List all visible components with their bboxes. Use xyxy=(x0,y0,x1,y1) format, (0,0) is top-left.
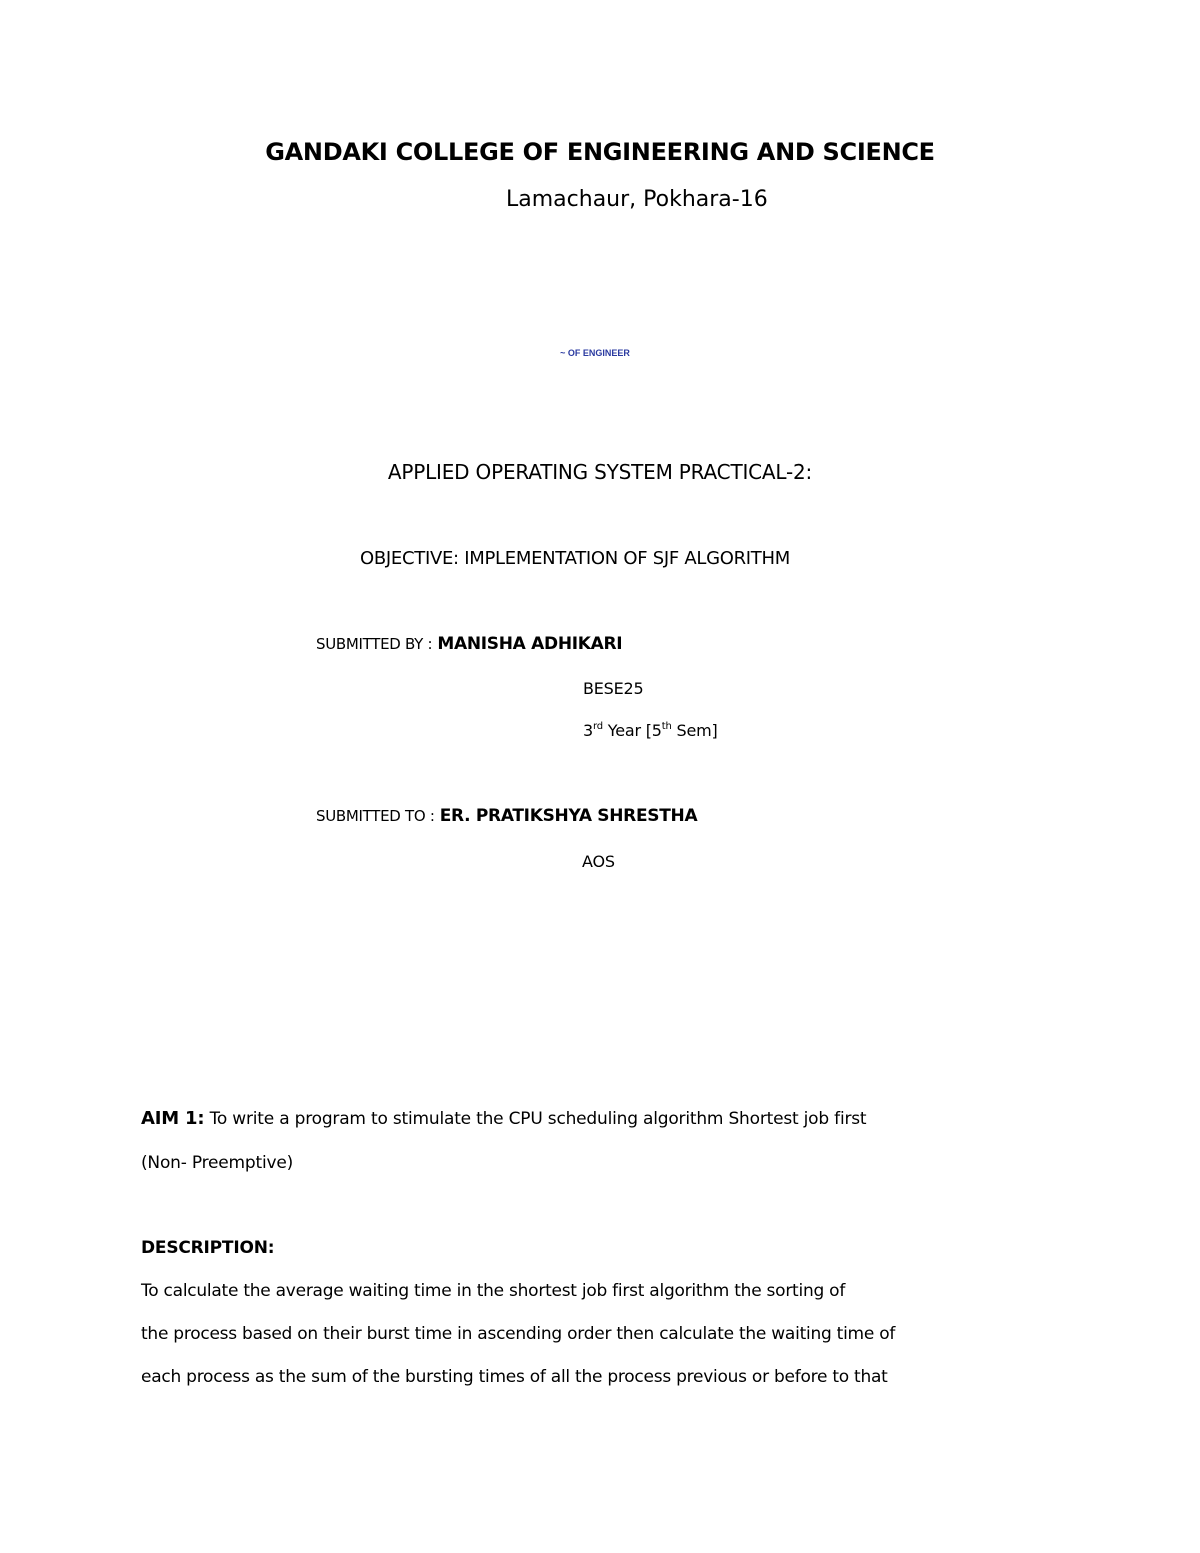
submitted-to-label: SUBMITTED TO : xyxy=(316,807,435,825)
logo-text: ~ OF ENGINEER xyxy=(560,348,630,358)
submitted-by-label: SUBMITTED BY : xyxy=(316,635,433,653)
description-line: each process as the sum of the bursting times of all the process previous or before to that xyxy=(141,1367,888,1387)
student-name: MANISHA ADHIKARI xyxy=(437,634,623,654)
college-logo-fragment xyxy=(545,345,645,359)
sem-text: Sem] xyxy=(671,721,718,740)
subject: AOS xyxy=(582,852,615,871)
objective: OBJECTIVE: IMPLEMENTATION OF SJF ALGORITHM xyxy=(360,548,790,569)
college-address: Lamachaur, Pokhara-16 xyxy=(506,187,768,212)
batch: BESE25 xyxy=(583,679,644,698)
year-semester xyxy=(583,721,718,740)
submitted-to-row xyxy=(316,806,697,826)
year-text: Year [5 xyxy=(602,721,662,740)
submitted-by-row xyxy=(316,634,622,654)
aim-text-continued: (Non- Preemptive) xyxy=(141,1153,294,1173)
practical-title: APPLIED OPERATING SYSTEM PRACTICAL-2: xyxy=(387,460,813,484)
description-line: the process based on their burst time in ascending order then calculate the waiting time of xyxy=(141,1324,896,1344)
description-line: To calculate the average waiting time in the shortest job first algorithm the sorting of xyxy=(141,1281,846,1301)
year-number: 3 xyxy=(583,721,593,740)
aim-line xyxy=(141,1108,866,1129)
aim-text: To write a program to stimulate the CPU scheduling algorithm Shortest job first xyxy=(209,1109,867,1129)
teacher-name: ER. PRATIKSHYA SHRESTHA xyxy=(439,806,698,826)
year-suffix: rd xyxy=(592,721,603,732)
sem-suffix: th xyxy=(661,721,672,732)
aim-label: AIM 1: xyxy=(141,1108,205,1129)
description-heading: DESCRIPTION: xyxy=(141,1238,275,1258)
college-name: GANDAKI COLLEGE OF ENGINEERING AND SCIENCE xyxy=(265,138,935,166)
